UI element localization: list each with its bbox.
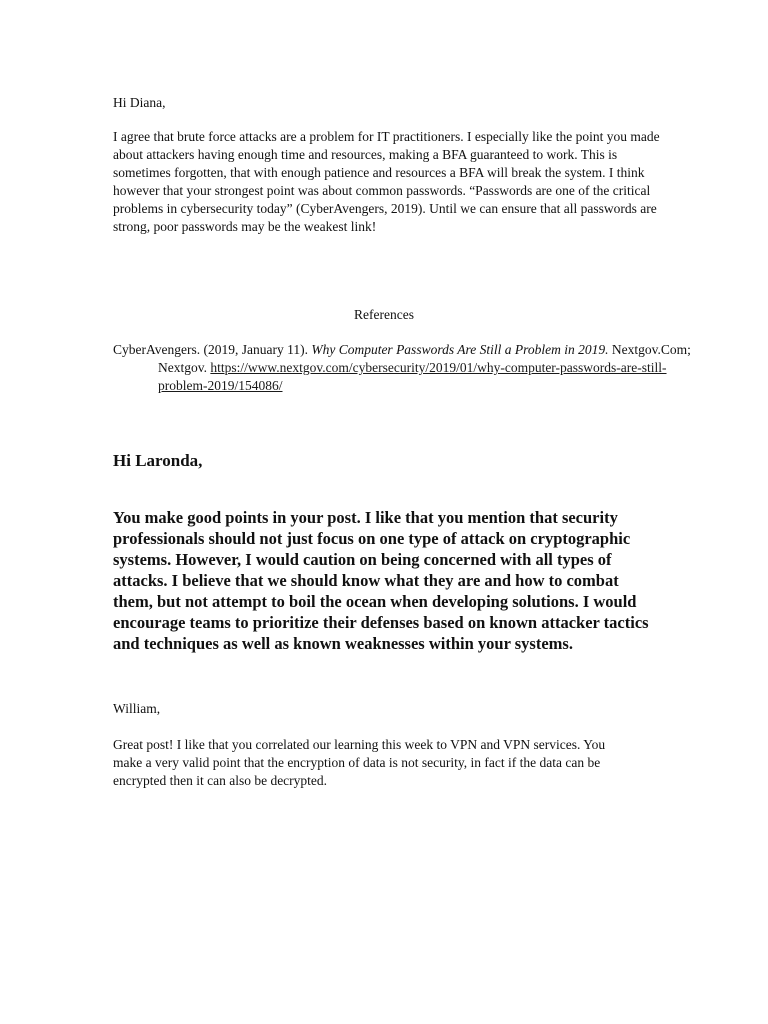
reference-author-date: CyberAvengers. (2019, January 11). — [113, 342, 312, 357]
reference-publisher: Nextgov.Com; Nextgov. — [158, 342, 691, 375]
reference-link[interactable]: https://www.nextgov.com/cybersecurity/2019/01/why-computer-passwords-are-still-problem-2019/154086/ — [158, 360, 667, 393]
references-heading: References — [354, 307, 414, 322]
greeting-laronda: Hi Laronda, — [113, 451, 203, 470]
greeting-diana: Hi Diana, — [113, 95, 166, 110]
greeting-william: William, — [113, 701, 161, 716]
reply-william-body: Great post! I like that you correlated our learning this week to VPN and VPN services. You make a very valid point that the encryption of data is not security, in fact if the data can be encrypted then it can also be decrypted. — [113, 737, 606, 788]
reference-entry — [113, 341, 703, 395]
reply-laronda-body: You make good points in your post. I like that you mention that security professionals should not just focus on one type of attack on cryptographic systems. However, I would caution on being concerned with all types of attacks. I believe that we should know what they are and how to combat them, but not attempt to boil the ocean when developing solutions. I would encourage teams to prioritize their defenses based on known attacker tactics and techniques as well as known weaknesses within your systems. — [113, 508, 649, 653]
reference-title: Why Computer Passwords Are Still a Problem in 2019. — [311, 342, 609, 357]
reply-diana-body: I agree that brute force attacks are a problem for IT practitioners. I especially like the point you made about attackers having enough time and resources, making a BFA guaranteed to work. This is sometimes forgotten, that with enough patience and resources a BFA will break the system. I think however that your strongest point was about common passwords. “Passwords are one of the critical problems in cybersecurity today” (CyberAvengers, 2019). Until we can ensure that all passwords are strong, poor passwords may be the weakest link! — [113, 129, 660, 234]
